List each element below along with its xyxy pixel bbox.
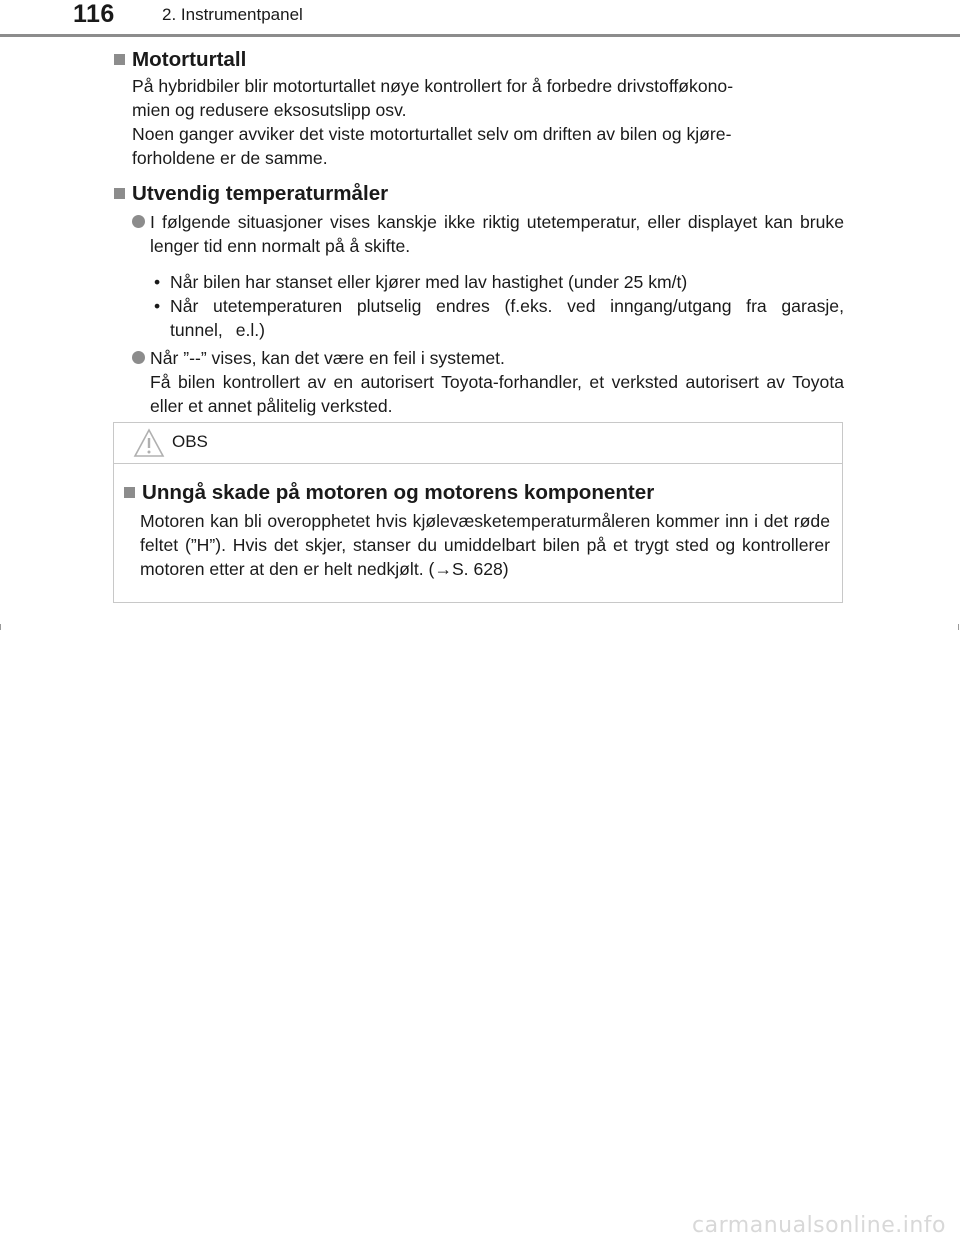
page-footer [0,1212,960,1242]
section-motorturtall [114,48,844,170]
chapter-title: 2. Instrumentpanel [162,5,303,24]
square-bullet-icon [114,188,125,199]
paragraph-line: forholdene er de samme. [132,148,328,168]
crop-mark [0,624,1,630]
obs-header [114,423,842,464]
paragraph-line: På hybridbiler blir motorturtallet nøye kontrollert for å forbedre drivstofføkono- [132,76,734,96]
page-number: 116 [73,0,115,28]
obs-body [124,481,830,581]
square-bullet-icon [114,54,125,65]
item-text: Når bilen har stanset eller kjører med lav hastighet (under 25 km/t) [170,272,688,292]
section-body [132,74,844,170]
bullet-list [150,270,844,342]
obs-text: Motoren kan bli overopphetet hvis kjølevæsketemperaturmåleren kommer inn i det røde feltet (”H”). Hvis det skjer, stanser du umiddelbart bilen på et trygt sted og kontrollerer motoren etter at den er helt nedkjølt. (→S. 628) [140,511,830,579]
section-temperaturmaler [114,182,844,418]
obs-label: OBS [172,432,208,451]
header-rule [0,34,960,37]
bullet-dot-icon: • [154,296,161,316]
obs-title: Unngå skade på motoren og motorens komponenter [124,481,830,505]
square-bullet-icon [124,487,135,498]
bullet-dot-icon: • [154,272,161,292]
item-text: I følgende situasjoner vises kanskje ikke riktig utetemperatur, eller displayet kan bruke lenger tid enn normalt på å skifte. [150,212,844,256]
page-header [0,0,960,40]
list-item [150,294,844,342]
circle-bullet-icon [132,351,145,364]
paragraph-line: Noen ganger avviker det viste motorturtallet selv om driften av bilen og kjøre- [132,124,732,144]
section-body [132,210,844,418]
circle-bullet-icon [132,215,145,228]
main-content [114,48,844,430]
section-title: Motorturtall [114,48,844,72]
paragraph-line: mien og redusere eksosutslipp osv. [132,100,407,120]
obs-warning-box [113,422,843,603]
warning-triangle-icon [133,428,165,458]
list-item [132,346,844,418]
watermark: carmanualsonline.info [692,1213,946,1238]
item-text: Når utetemperaturen plutselig endres (f.eks. ved inngang/utgang fra garasje, tunnel, e.l.) [170,296,844,340]
section-title: Utvendig temperaturmåler [114,182,844,206]
item-text: Få bilen kontrollert av en autorisert Toyota-forhandler, et verksted autorisert av Toyota eller et annet pålitelig verksted. [150,372,844,416]
list-item [150,270,844,294]
list-item [132,210,844,258]
crop-mark [958,624,959,630]
item-text: Når ”--” vises, kan det være en feil i systemet. [150,348,505,368]
